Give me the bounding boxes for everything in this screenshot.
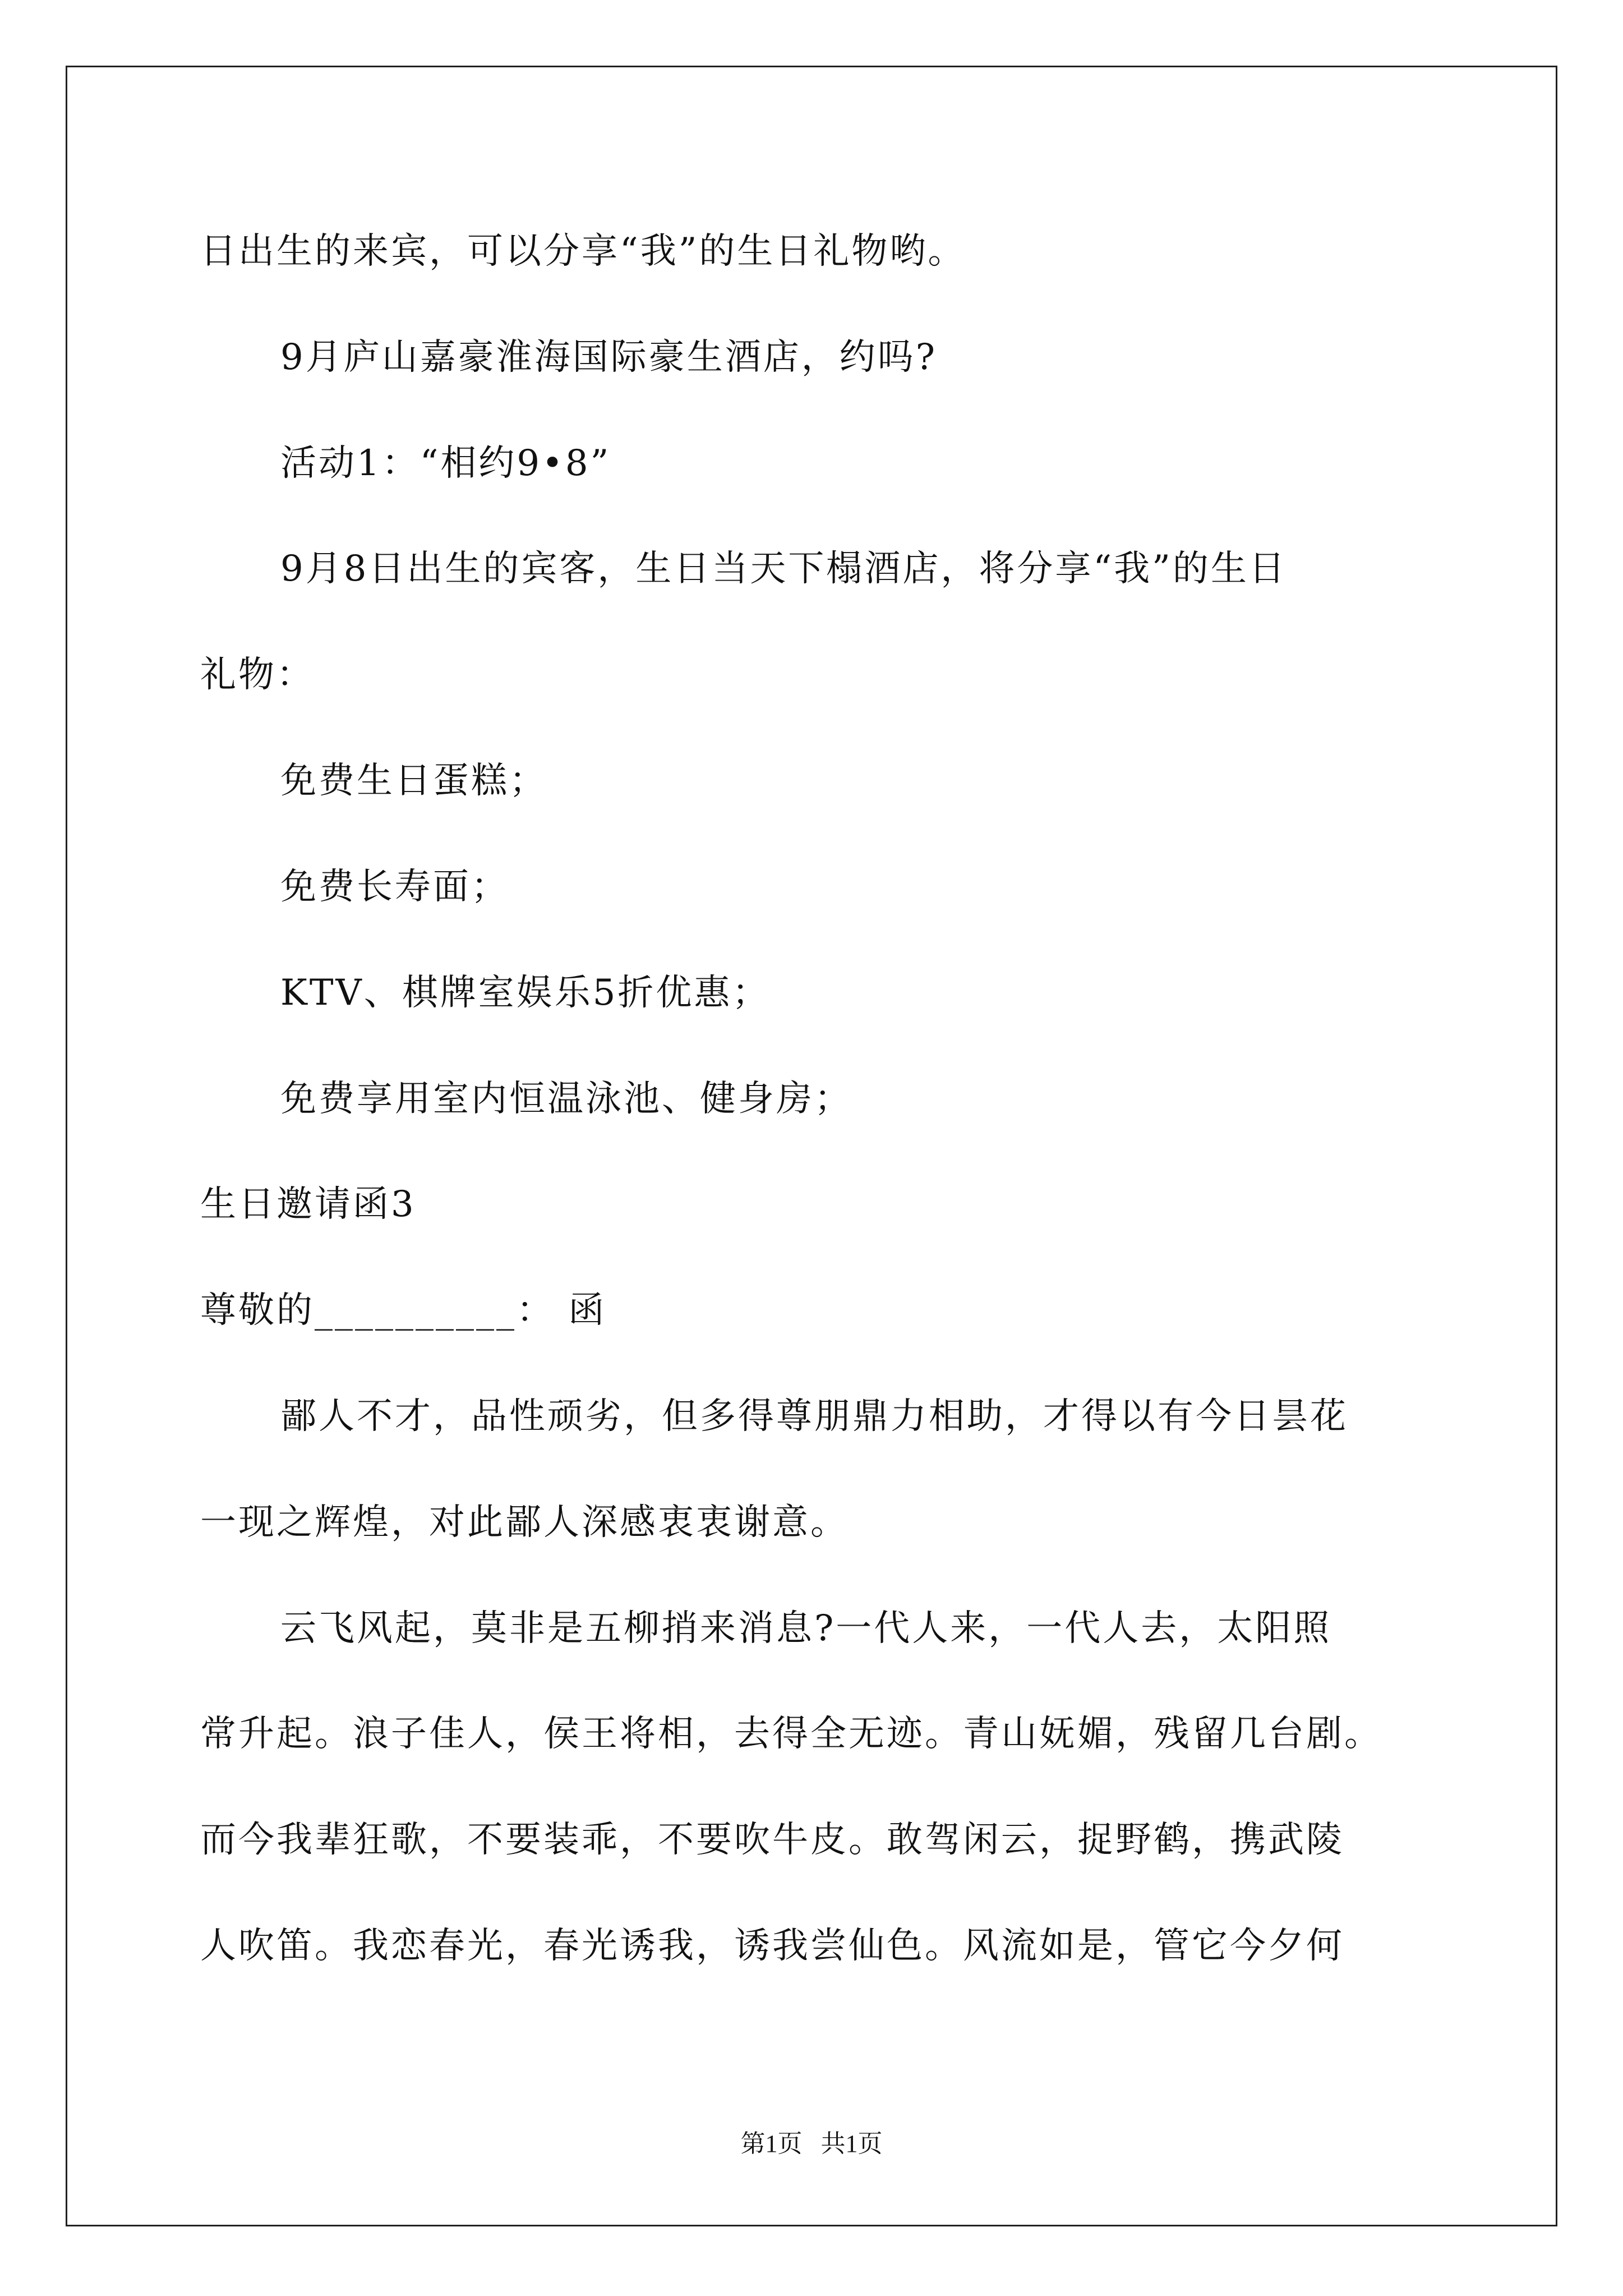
text-line-14: 云飞风起，莫非是五柳捎来消息?一代人来，一代人去，太阳照 <box>280 1608 1332 1649</box>
text-line-9: 免费享用室内恒温泳池、健身房； <box>280 1078 852 1120</box>
text-line-12: 鄙人不才，品性顽劣，但多得尊朋鼎力相助，才得以有今日昙花 <box>280 1396 1348 1437</box>
text-line-4: 9月8日出生的宾客，生日当天下榻酒店，将分享“我”的生日 <box>280 548 1287 590</box>
salutation-line: 尊敬的__________： 函 <box>200 1290 607 1331</box>
text-line-5: 礼物： <box>200 654 315 696</box>
page-footer: 第1页 共1页 <box>740 2130 883 2157</box>
text-line-16: 而今我辈狂歌，不要装乖，不要吹牛皮。敢驾闲云，捉野鹤，携武陵 <box>200 1819 1344 1861</box>
text-line-6: 免费生日蛋糕； <box>280 760 547 802</box>
page-border <box>66 66 1557 2226</box>
text-line-1: 日出生的来宾，可以分享“我”的生日礼物哟。 <box>200 231 966 272</box>
text-line-7: 免费长寿面； <box>280 866 509 908</box>
text-line-15: 常升起。浪子佳人，侯王将相，去得全无迹。青山妩媚，残留几台剧。 <box>200 1713 1382 1755</box>
text-line-8: KTV、棋牌室娱乐5折优惠； <box>280 972 771 1014</box>
text-line-3: 活动1：“相约9•8” <box>280 443 611 484</box>
text-line-13: 一现之辉煌，对此鄙人深感衷衷谢意。 <box>200 1502 849 1543</box>
section-heading: 生日邀请函3 <box>200 1184 416 1225</box>
text-line-2: 9月庐山嘉豪淮海国际豪生酒店，约吗? <box>280 337 938 378</box>
text-line-17: 人吹笛。我恋春光，春光诱我，诱我尝仙色。风流如是，管它今夕何 <box>200 1925 1344 1967</box>
